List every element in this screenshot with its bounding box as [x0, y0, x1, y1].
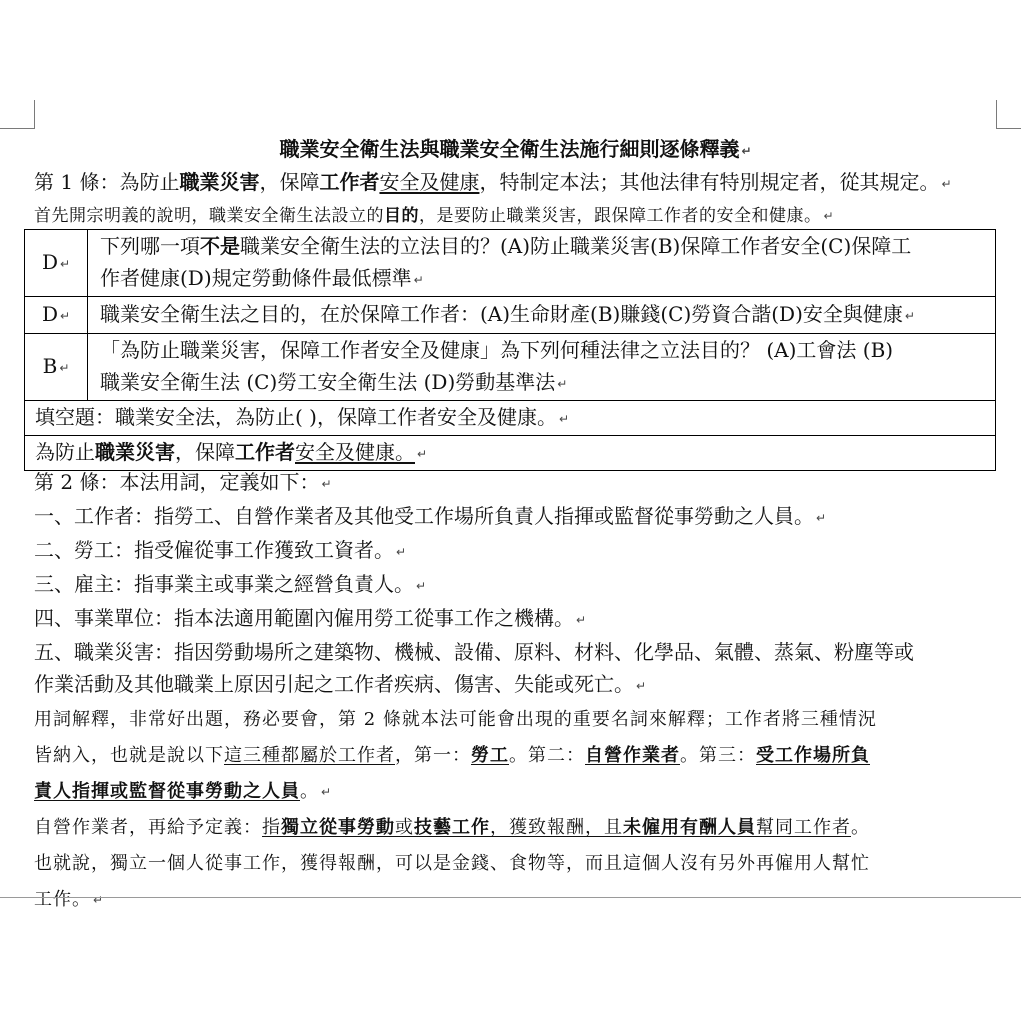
- question-cell: 「為防止職業災害，保障工作者安全及健康」為下列何種法律之立法目的？ (A)工會法 (B) 職業安全衛生法 (C)勞工安全衛生法 (D)勞動基準法 ↵: [88, 334, 996, 401]
- answer-cell: D ↵: [25, 230, 88, 297]
- page-bottom-rule: [0, 897, 1021, 898]
- answer-cell: B ↵: [25, 334, 88, 401]
- crop-mark-top-left: [0, 100, 35, 129]
- question-cell: 下列哪一項不是職業安全衛生法的立法目的？(A)防止職業災害(B)保障工作者安全(C)保障工 作者健康(D)規定勞動條件最低標準 ↵: [88, 230, 996, 297]
- article-2-section: [34, 466, 997, 918]
- document-body: [34, 134, 997, 232]
- fill-in-row: [25, 401, 996, 436]
- definition-item: 三、雇主：指事業主或事業之經營負責人。 ↵: [34, 572, 427, 596]
- question-cell: 職業安全衛生法之目的，在於保障工作者：(A)生命財產(B)賺錢(C)勞資合諧(D)安全與健康 ↵: [88, 297, 996, 334]
- article-1-explanation: 首先開宗明義的說明，職業安全衛生法設立的目的，是要防止職業災害，跟保障工作者的安全和健康。 ↵: [34, 206, 835, 226]
- explanation-note-1: 用詞解釋，非常好出題，務必要會，第 2 條就本法可能會出現的重要名詞來解釋；工作者將三種情況 皆納入，也就是說以下這三種都屬於工作者，第一：勞工。第二：自營作業者。第三：受工作場所負 責人指揮或監督從事勞動之人員。 ↵: [34, 709, 877, 802]
- quiz-row: [25, 230, 996, 297]
- quiz-table: [24, 229, 996, 471]
- definition-item: 四、事業單位：指本法適用範圍內僱用勞工從事工作之機構。 ↵: [34, 606, 587, 630]
- quiz-row: [25, 334, 996, 401]
- page-title: 職業安全衛生法與職業安全衛生法施行細則逐條釋義 ↵: [279, 137, 752, 161]
- explanation-note-2: 自營作業者，再給予定義：指獨立從事勞動或技藝工作，獲致報酬，且未僱用有酬人員幫同工作者。 也就說，獨立一個人從事工作，獲得報酬，可以是金錢、食物等，而且這個人沒有另外再僱用人幫忙 工作。 ↵: [34, 817, 870, 910]
- answer-cell: D ↵: [25, 297, 88, 334]
- definition-item-continued: 作業活動及其他職業上原因引起之工作者疾病、傷害、失能或死亡。 ↵: [34, 672, 647, 696]
- definition-item: 二、勞工：指受僱從事工作獲致工資者。 ↵: [34, 538, 407, 562]
- definition-item: 五、職業災害：指因勞動場所之建築物、機械、設備、原料、材料、化學品、氣體、蒸氣、粉塵等或: [34, 640, 914, 664]
- fill-in-question: 填空題：職業安全法，為防止( )，保障工作者安全及健康。 ↵: [25, 401, 996, 436]
- crop-mark-top-right: [996, 100, 1021, 129]
- article-2-heading: 第 2 條：本法用詞，定義如下： ↵: [34, 470, 332, 494]
- quiz-row: [25, 297, 996, 334]
- definition-item: 一、工作者：指勞工、自營作業者及其他受工作場所負責人指揮或監督從事勞動之人員。 ↵: [34, 504, 827, 528]
- article-1: 第 1 條：為防止職業災害，保障工作者安全及健康，特制定本法；其他法律有特別規定者，從其規定。 ↵: [34, 170, 952, 194]
- fill-in-answer: 為防止職業災害，保障工作者安全及健康。 ↵: [25, 436, 996, 471]
